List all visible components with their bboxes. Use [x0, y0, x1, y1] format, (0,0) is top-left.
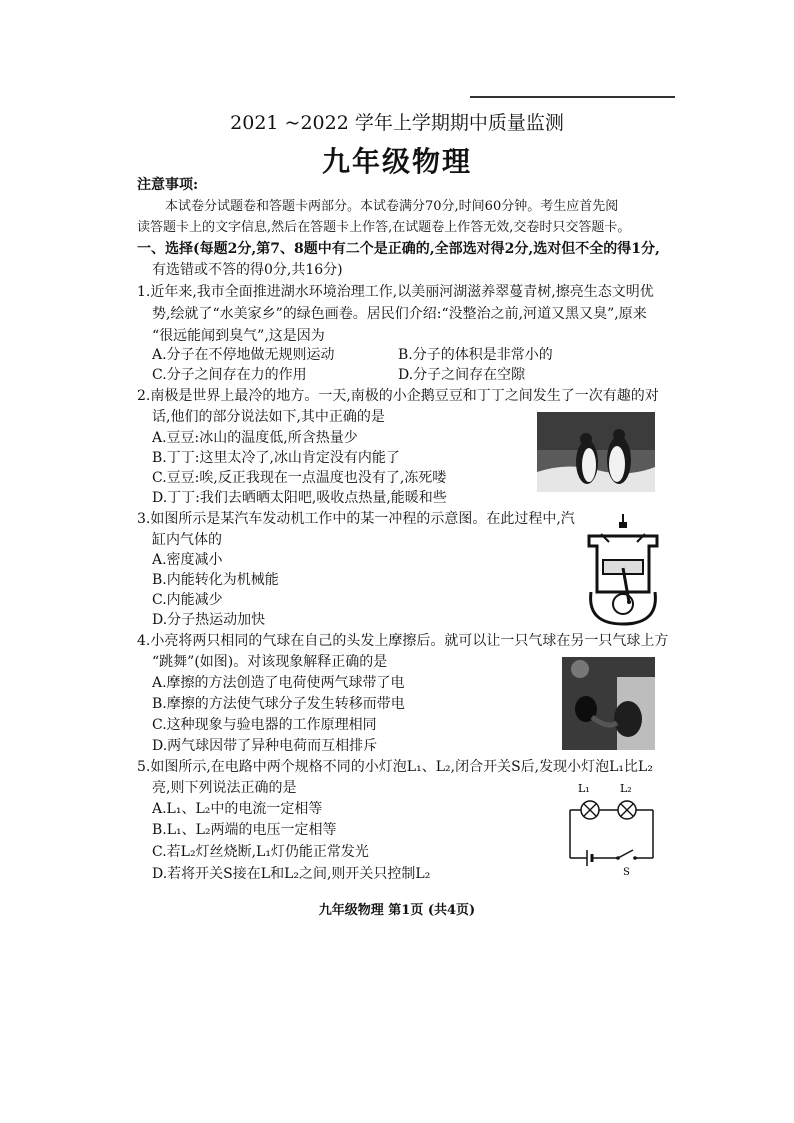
q4-option-d: D.两气球因带了异种电荷而互相排斥 [152, 738, 378, 754]
q2-stem-line-2: 话,他们的部分说法如下,其中正确的是 [152, 409, 385, 425]
q3-option-c: C.内能减少 [152, 592, 223, 608]
circuit-diagram [565, 780, 660, 878]
notes-line-1: 本试卷分试题卷和答题卡两部分。本试卷满分70分,时间60分钟。考生应首先阅 [165, 199, 619, 214]
q1-stem-line-2: 势,绘就了“水美家乡”的绿色画卷。居民们介绍:“没整治之前,河道又黑又臭”,原来 [152, 306, 647, 322]
section-heading [137, 239, 660, 259]
q5-option-d: D.若将开关S接在L和L₂之间,则开关只控制L₂ [152, 866, 431, 882]
q4-stem-line-2: “跳舞”(如图)。对该现象解释正确的是 [152, 654, 388, 670]
page-footer: 九年级物理 第1页 (共4页) [318, 903, 476, 918]
q1-option-c: C.分子之间存在力的作用 [152, 367, 307, 383]
lamp-l2-label: L₂ [620, 782, 632, 795]
q1-option-a: A.分子在不停地做无规则运动 [152, 347, 335, 363]
switch-icon [618, 850, 633, 858]
notes-line-2: 读答题卡上的文字信息,然后在答题卡上作答,在试题卷上作答无效,交卷时只交答题卡。 [137, 220, 631, 235]
q5-option-b: B.L₁、L₂两端的电压一定相等 [152, 822, 337, 838]
q3-option-d: D.分子热运动加快 [152, 612, 266, 628]
q5-option-a: A.L₁、L₂中的电流一定相等 [152, 801, 323, 817]
q3-stem-line-1: 3.如图所示是某汽车发动机工作中的某一冲程的示意图。在此过程中,汽 [137, 511, 575, 527]
q4-option-b: B.摩擦的方法使气球分子发生转移而带电 [152, 696, 405, 712]
engine-stroke-diagram [583, 512, 663, 627]
balloons-photo [562, 657, 655, 750]
q3-option-a: A.密度减小 [152, 552, 223, 568]
section-line-2: 有选错或不答的得0分,共16分) [152, 262, 343, 278]
q2-option-b: B.丁丁:这里太冷了,冰山肯定没有内能了 [152, 450, 400, 466]
exam-title: 2021 ~2022 学年上学期期中质量监测 [230, 112, 564, 134]
q5-option-c: C.若L₂灯丝烧断,L₁灯仍能正常发光 [152, 844, 369, 860]
q1-stem-line-1: 1.近年来,我市全面推进湖水环境治理工作,以美丽河湖滋养翠蔓青树,擦亮生态文明优 [137, 284, 654, 300]
q5-stem-line-2: 亮,则下列说法正确的是 [152, 780, 297, 796]
notes-heading: 注意事项: [137, 177, 199, 193]
q5-stem-line-1: 5.如图所示,在电路中两个规格不同的小灯泡L₁、L₂,闭合开关S后,发现小灯泡L₁比L₂ [137, 759, 653, 775]
switch-label: S [623, 867, 630, 878]
lamp-l1-label: L₁ [578, 782, 590, 795]
q2-option-d: D.丁丁:我们去晒晒太阳吧,吸收点热量,能暖和些 [152, 490, 447, 506]
q1-stem-line-3: “很远能闻到臭气”,这是因为 [152, 328, 325, 344]
q1-option-d: D.分子之间存在空隙 [398, 367, 526, 383]
subject-title: 九年级物理 [321, 145, 472, 178]
section-line-1: 一、选择(每题2分,第7、8题中有二个是正确的,全部选对得2分,选对但不全的得1分, [137, 241, 660, 257]
q4-stem-line-1: 4.小亮将两只相同的气球在自己的头发上摩擦后。就可以让一只气球在另一只气球上方 [137, 633, 669, 649]
penguins-photo [537, 412, 655, 492]
q4-option-c: C.这种现象与验电器的工作原理相同 [152, 717, 377, 733]
q2-option-a: A.豆豆:冰山的温度低,所含热量少 [152, 430, 358, 446]
q1-option-b: B.分子的体积是非常小的 [398, 347, 553, 363]
q3-stem-line-2: 缸内气体的 [152, 532, 222, 548]
q4-option-a: A.摩擦的方法创造了电荷使两气球带了电 [152, 675, 405, 691]
q3-option-b: B.内能转化为机械能 [152, 572, 279, 588]
q2-option-c: C.豆豆:唉,反正我现在一点温度也没有了,冻死喽 [152, 470, 447, 486]
q2-stem-line-1: 2.南极是世界上最冷的地方。一天,南极的小企鹅豆豆和丁丁之间发生了一次有趣的对 [137, 388, 659, 404]
header-rule [470, 96, 675, 98]
